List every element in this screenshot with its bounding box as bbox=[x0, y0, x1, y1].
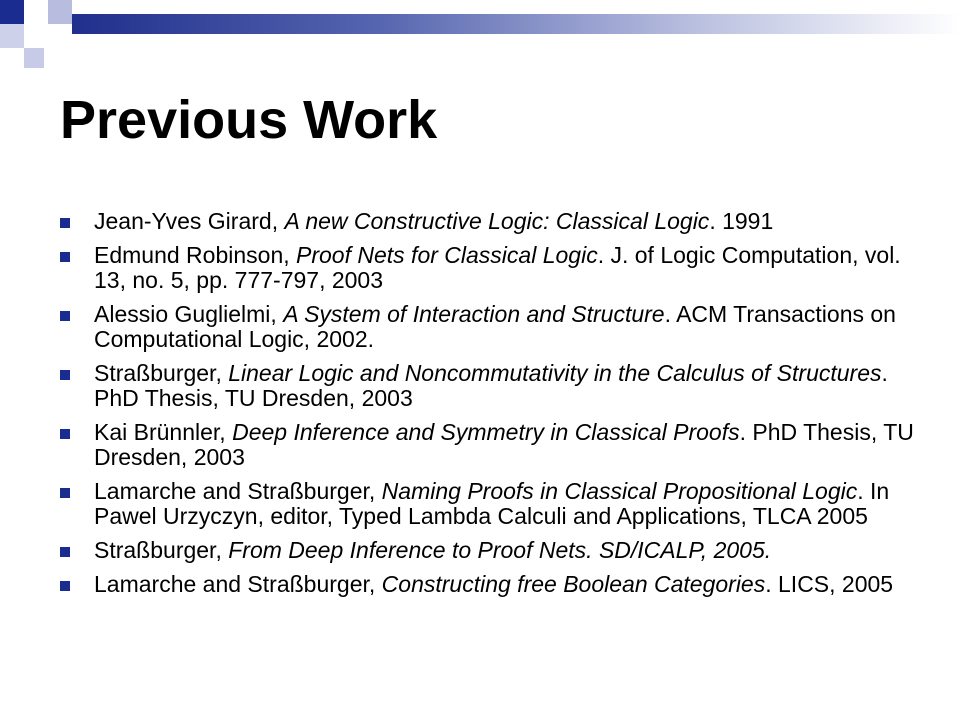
reference-title: Constructing free Boolean Categories bbox=[381, 571, 766, 597]
square-bullet-icon bbox=[60, 429, 70, 439]
square-bullet-icon bbox=[60, 547, 70, 557]
reference-details: . J. of Logic Computation, vol. 13, no. 5, pp. 777-797, 2003 bbox=[94, 242, 901, 293]
reference-author: Alessio Guglielmi, bbox=[94, 301, 284, 327]
reference-details: . LICS, 2005 bbox=[765, 571, 894, 597]
square-bullet-icon bbox=[60, 488, 70, 498]
reference-title: Linear Logic and Noncommutativity in the Calculus of Structures bbox=[228, 360, 882, 386]
slide-title: Previous Work bbox=[60, 90, 438, 150]
reference-title: A System of Interaction and Structure bbox=[283, 301, 665, 327]
reference-details: . PhD Thesis, TU Dresden, 2003 bbox=[94, 419, 914, 470]
reference-author: Edmund Robinson, bbox=[94, 242, 297, 268]
reference-author: Straßburger, bbox=[94, 360, 229, 386]
reference-author: Lamarche and Straßburger, bbox=[94, 571, 382, 597]
reference-author: Straßburger, bbox=[94, 537, 229, 563]
reference-item bbox=[60, 209, 920, 234]
square-bullet-icon bbox=[60, 581, 70, 591]
reference-author: Kai Brünnler, bbox=[94, 419, 233, 445]
reference-title: Naming Proofs in Classical Propositional Logic bbox=[381, 478, 858, 504]
header-gradient-bar bbox=[72, 14, 960, 34]
reference-title: A new Constructive Logic: Classical Logic bbox=[284, 208, 710, 234]
reference-item bbox=[60, 479, 920, 529]
reference-item bbox=[60, 572, 920, 597]
reference-title: Deep Inference and Symmetry in Classical Proofs bbox=[232, 419, 740, 445]
reference-item bbox=[60, 361, 920, 411]
decor-square bbox=[36, 36, 48, 48]
reference-title: Proof Nets for Classical Logic bbox=[296, 242, 598, 268]
reference-details: . ACM Transactions on Computational Logic, 2002. bbox=[94, 301, 896, 352]
reference-author: Jean-Yves Girard, bbox=[94, 208, 285, 234]
reference-details: . 1991 bbox=[709, 208, 774, 234]
square-bullet-icon bbox=[60, 311, 70, 321]
reference-details: . In Pawel Urzyczyn, editor, Typed Lambda Calculi and Applications, TLCA 2005 bbox=[94, 478, 890, 529]
square-bullet-icon bbox=[60, 370, 70, 380]
reference-author: Lamarche and Straßburger, bbox=[94, 478, 382, 504]
reference-item bbox=[60, 420, 920, 470]
reference-item bbox=[60, 302, 920, 352]
decor-square bbox=[0, 0, 24, 24]
square-bullet-icon bbox=[60, 252, 70, 262]
decor-square bbox=[0, 24, 24, 48]
reference-list bbox=[60, 209, 920, 606]
decor-square bbox=[24, 0, 48, 24]
decor-square bbox=[48, 0, 72, 24]
reference-item bbox=[60, 243, 920, 293]
reference-details: . PhD Thesis, TU Dresden, 2003 bbox=[94, 360, 888, 411]
square-bullet-icon bbox=[60, 218, 70, 228]
decor-square bbox=[24, 48, 44, 68]
reference-item bbox=[60, 538, 920, 563]
reference-title: From Deep Inference to Proof Nets. SD/ICALP, 2005. bbox=[228, 537, 772, 563]
